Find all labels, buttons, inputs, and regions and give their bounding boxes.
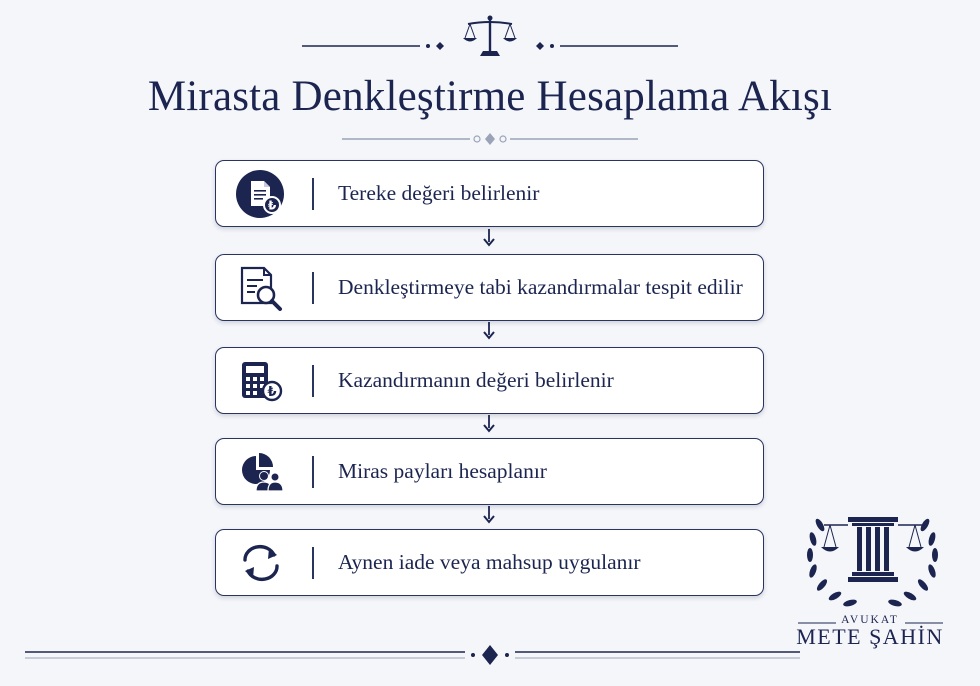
step-1-label: Tereke değeri belirlenir: [338, 181, 540, 205]
bottom-ornament: [25, 640, 960, 670]
flow-arrow-2: [482, 322, 496, 340]
step-3-box: [215, 347, 764, 414]
logo-name: METE ŞAHİN: [796, 624, 944, 649]
page-title: Mirasta Denkleştirme Hesaplama Akışı: [147, 73, 833, 120]
step-5-label: Aynen iade veya mahsup uygulanır: [338, 550, 641, 574]
logo-subtitle: AVUKAT: [841, 614, 899, 626]
refresh-cycle-icon: [236, 539, 286, 587]
step-separator: [312, 365, 314, 397]
document-search-icon: [236, 264, 286, 312]
scales-of-justice-icon: [462, 14, 518, 60]
law-office-logo: [800, 495, 945, 615]
step-1-box: [215, 160, 764, 227]
step-4-label: Miras payları hesaplanır: [338, 459, 547, 483]
svg-text:₺: ₺: [267, 198, 277, 213]
step-separator: [312, 272, 314, 304]
step-separator: [312, 456, 314, 488]
title-divider: [340, 130, 640, 148]
flow-arrow-4: [482, 506, 496, 524]
pie-chart-people-icon: [236, 448, 286, 496]
svg-text:₺: ₺: [267, 385, 277, 400]
flow-arrow-1: [482, 229, 496, 247]
step-separator: [312, 547, 314, 579]
step-5-box: [215, 529, 764, 596]
step-2-label: Denkleştirmeye tabi kazandırmalar tespit edilir: [338, 275, 743, 299]
step-3-label: Kazandırmanın değeri belirlenir: [338, 368, 614, 392]
step-4-box: [215, 438, 764, 505]
step-separator: [312, 178, 314, 210]
step-2-box: [215, 254, 764, 321]
document-lira-icon: [236, 170, 286, 218]
calculator-lira-icon: [236, 357, 286, 405]
flow-arrow-3: [482, 415, 496, 433]
